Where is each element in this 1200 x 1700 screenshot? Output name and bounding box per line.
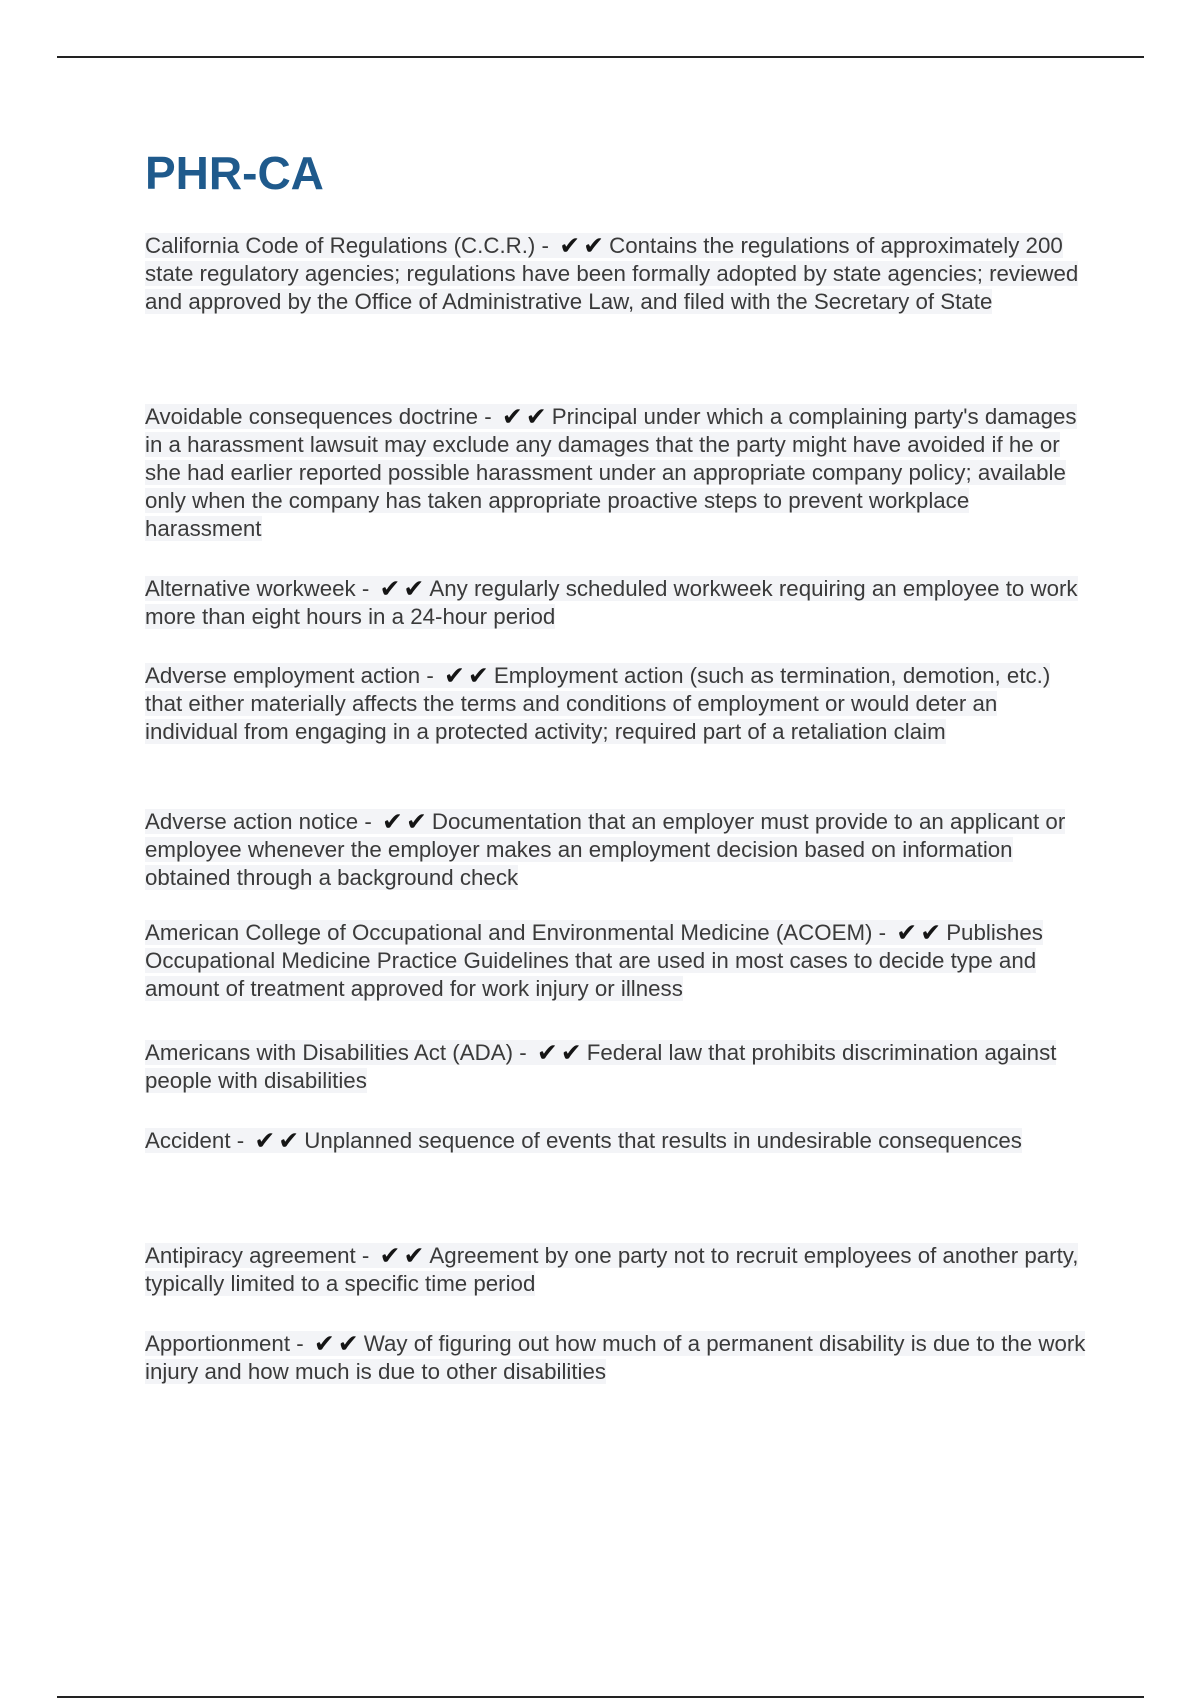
flashcard-entry bbox=[145, 662, 1090, 746]
double-check-icon: ✔✔ bbox=[313, 1330, 362, 1358]
double-check-icon: ✔✔ bbox=[254, 1127, 303, 1155]
double-check-icon: ✔✔ bbox=[379, 575, 428, 603]
flashcard-entry bbox=[145, 1242, 1090, 1298]
flashcard-entry bbox=[145, 1330, 1090, 1386]
entry-term: Avoidable consequences doctrine - bbox=[145, 404, 498, 429]
double-check-icon: ✔✔ bbox=[559, 232, 608, 260]
flashcard-entry bbox=[145, 575, 1090, 631]
double-check-icon: ✔✔ bbox=[896, 919, 945, 947]
double-check-icon: ✔✔ bbox=[501, 403, 550, 431]
flashcard-entry bbox=[145, 1127, 1090, 1155]
entry-definition: Unplanned sequence of events that results in undesirable consequences bbox=[304, 1128, 1022, 1153]
flashcard-entry bbox=[145, 1039, 1090, 1095]
entry-definition: Any regularly scheduled workweek requiring an employee to work more than eight hours in a 24-hour period bbox=[145, 576, 1078, 629]
double-check-icon: ✔✔ bbox=[382, 808, 430, 836]
entry-definition: Publishes Occupational Medicine Practice Guidelines that are used in most cases to decide type and amount of treatment approved for work injury or illness bbox=[145, 920, 1043, 1001]
entry-definition: Federal law that prohibits discrimination against people with disabilities bbox=[145, 1040, 1057, 1093]
entry-term: Americans with Disabilities Act (ADA) - bbox=[145, 1040, 533, 1065]
entry-term: Adverse employment action - bbox=[145, 663, 440, 688]
entry-term: Apportionment - bbox=[145, 1331, 310, 1356]
entry-term: Accident - bbox=[145, 1128, 251, 1153]
entry-term: Alternative workweek - bbox=[145, 576, 376, 601]
flashcard-entry bbox=[145, 403, 1090, 543]
entry-definition: Documentation that an employer must provide to an applicant or employee whenever the employer makes an employment decision based on information obtained through a background check bbox=[145, 809, 1066, 890]
entry-definition: Employment action (such as termination, demotion, etc.) that either materially affects the terms and conditions of employment or would deter an individual from engaging in a protected activity; required part of a retaliation claim bbox=[145, 663, 1051, 744]
entry-term: Adverse action notice - bbox=[145, 809, 378, 834]
double-check-icon: ✔✔ bbox=[536, 1039, 585, 1067]
entry-term: California Code of Regulations (C.C.R.) - bbox=[145, 233, 556, 258]
entry-definition: Agreement by one party not to recruit employees of another party, typically limited to a specific time period bbox=[145, 1243, 1079, 1296]
flashcard-entry bbox=[145, 919, 1090, 1003]
footer-rule bbox=[57, 1696, 1144, 1698]
page-title: PHR-CA bbox=[145, 147, 324, 199]
entry-definition: Way of figuring out how much of a permanent disability is due to the work injury and how much is due to other disabilities bbox=[145, 1331, 1086, 1384]
entry-term: Antipiracy agreement - bbox=[145, 1243, 376, 1268]
flashcard-entry bbox=[145, 808, 1090, 892]
entry-definition: Principal under which a complaining party's damages in a harassment lawsuit may exclude any damages that the party might have avoided if he or she had earlier reported possible harassment under an appropriate company policy; available only when the company has taken appropriate proactive steps to prevent workplace harassment bbox=[145, 404, 1077, 541]
flashcard-entry bbox=[145, 232, 1090, 316]
entry-definition: Contains the regulations of approximately 200 state regulatory agencies; regulations have been formally adopted by state agencies; reviewed and approved by the Office of Administrative Law, and filed with the Secretary of State bbox=[145, 233, 1079, 314]
header-rule bbox=[57, 56, 1144, 58]
double-check-icon: ✔✔ bbox=[379, 1242, 428, 1270]
entry-term: American College of Occupational and Environmental Medicine (ACOEM) - bbox=[145, 920, 893, 945]
double-check-icon: ✔✔ bbox=[443, 662, 492, 690]
